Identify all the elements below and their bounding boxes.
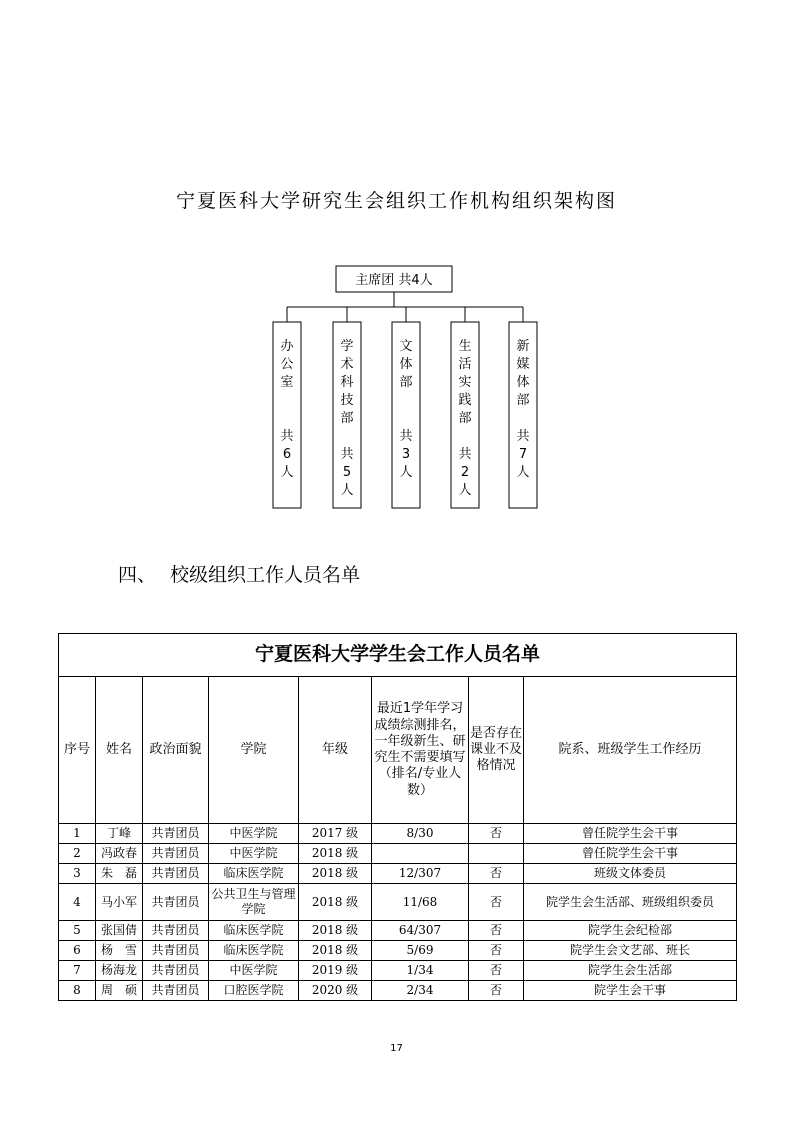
- cell-experience: 院学生会文艺部、班长: [524, 941, 737, 961]
- cell-college: 中医学院: [209, 824, 299, 844]
- cell-failed-courses: 否: [469, 884, 524, 921]
- section-number: 四、: [118, 564, 157, 586]
- table-header-row: [59, 677, 737, 824]
- cell-ranking: 11/68: [372, 884, 469, 921]
- cell-ranking: 1/34: [372, 961, 469, 981]
- table-row: [59, 824, 737, 844]
- section-heading: [118, 560, 360, 587]
- cell-name: 杨 雪: [96, 941, 143, 961]
- cell-index: 3: [59, 864, 96, 884]
- cell-experience: 院学生会生活部、班级组织委员: [524, 884, 737, 921]
- header-grade: 年级: [299, 677, 372, 824]
- cell-failed-courses: 否: [469, 941, 524, 961]
- header-failed-courses: 是否存在课业不及格情况: [469, 677, 524, 824]
- org-root-label: 主席团 共4人: [355, 273, 433, 288]
- cell-ranking: 64/307: [372, 921, 469, 941]
- org-department-count-char: 2: [460, 465, 470, 480]
- cell-political-status: 共青团员: [143, 844, 209, 864]
- cell-political-status: 共青团员: [143, 884, 209, 921]
- cell-experience: 曾任院学生会干事: [524, 824, 737, 844]
- cell-experience: 曾任院学生会干事: [524, 844, 737, 864]
- org-chart: [0, 0, 793, 560]
- org-department-count-char: 人: [516, 465, 530, 480]
- org-department-count-char: 7: [518, 447, 528, 462]
- cell-experience: 院学生会干事: [524, 981, 737, 1001]
- section-title: 校级组织工作人员名单: [170, 564, 361, 586]
- org-department-name-char: 部: [516, 393, 530, 408]
- header-ranking: 最近1学年学习成绩综测排名，一年级新生、研究生不需要填写（排名/专业人数）: [372, 677, 469, 824]
- table-row: [59, 884, 737, 921]
- cell-experience: 班级文体委员: [524, 864, 737, 884]
- cell-name: 杨海龙: [96, 961, 143, 981]
- org-department-name-char: 部: [458, 411, 472, 426]
- org-department-name-char: 术: [340, 357, 354, 372]
- org-department-count-char: 共: [458, 447, 472, 462]
- org-department-count-char: 3: [401, 447, 411, 462]
- org-department-name-char: 体: [399, 357, 413, 372]
- org-department-name-char: 公: [280, 357, 294, 372]
- cell-college: 临床医学院: [209, 864, 299, 884]
- cell-index: 4: [59, 884, 96, 921]
- cell-name: 周 硕: [96, 981, 143, 1001]
- org-chart-boxes: [273, 266, 537, 508]
- cell-political-status: 共青团员: [143, 981, 209, 1001]
- org-department-count-char: 共: [516, 429, 530, 444]
- header-experience: 院系、班级学生工作经历: [524, 677, 737, 824]
- org-department-name-char: 践: [458, 393, 472, 408]
- cell-political-status: 共青团员: [143, 941, 209, 961]
- org-department-name-char: 学: [340, 339, 354, 354]
- cell-index: 5: [59, 921, 96, 941]
- cell-failed-courses: 否: [469, 961, 524, 981]
- header-college: 学院: [209, 677, 299, 824]
- cell-college: 临床医学院: [209, 921, 299, 941]
- cell-failed-courses: 否: [469, 864, 524, 884]
- cell-ranking: 12/307: [372, 864, 469, 884]
- org-department-count-char: 人: [340, 483, 354, 498]
- org-department-name-char: 文: [399, 339, 413, 354]
- cell-college: 临床医学院: [209, 941, 299, 961]
- cell-grade: 2018 级: [299, 941, 372, 961]
- cell-grade: 2018 级: [299, 864, 372, 884]
- cell-index: 1: [59, 824, 96, 844]
- header-name: 姓名: [96, 677, 143, 824]
- org-department-name-char: 活: [458, 357, 472, 372]
- cell-political-status: 共青团员: [143, 921, 209, 941]
- cell-college: 口腔医学院: [209, 981, 299, 1001]
- org-department-count-char: 共: [280, 429, 294, 444]
- cell-index: 2: [59, 844, 96, 864]
- cell-ranking: 5/69: [372, 941, 469, 961]
- cell-name: 马小军: [96, 884, 143, 921]
- cell-name: 张国倩: [96, 921, 143, 941]
- document-title: 宁夏医科大学研究生会组织工作机构组织架构图: [175, 190, 617, 212]
- cell-failed-courses: [469, 844, 524, 864]
- cell-grade: 2017 级: [299, 824, 372, 844]
- cell-grade: 2020 级: [299, 981, 372, 1001]
- cell-experience: 院学生会纪检部: [524, 921, 737, 941]
- table-row: [59, 981, 737, 1001]
- org-chart-connectors: [287, 292, 523, 322]
- cell-grade: 2018 级: [299, 921, 372, 941]
- table-row: [59, 921, 737, 941]
- cell-grade: 2019 级: [299, 961, 372, 981]
- cell-ranking: 8/30: [372, 824, 469, 844]
- cell-political-status: 共青团员: [143, 864, 209, 884]
- cell-index: 8: [59, 981, 96, 1001]
- cell-failed-courses: 否: [469, 921, 524, 941]
- org-department-name-char: 体: [516, 375, 530, 390]
- cell-political-status: 共青团员: [143, 824, 209, 844]
- org-department-name-char: 实: [458, 375, 472, 390]
- page-number: 17: [390, 1043, 403, 1054]
- cell-index: 7: [59, 961, 96, 981]
- org-department-count-char: 共: [340, 447, 354, 462]
- cell-name: 丁峰: [96, 824, 143, 844]
- table-row: [59, 864, 737, 884]
- org-department-name-char: 部: [399, 375, 413, 390]
- cell-college: 中医学院: [209, 844, 299, 864]
- cell-experience: 院学生会生活部: [524, 961, 737, 981]
- cell-college: 公共卫生与管理学院: [209, 884, 299, 921]
- org-department-name-char: 技: [340, 393, 354, 408]
- cell-index: 6: [59, 941, 96, 961]
- org-department-name-char: 科: [340, 375, 354, 390]
- org-department-name-char: 新: [516, 339, 530, 354]
- cell-ranking: 2/34: [372, 981, 469, 1001]
- table-title: 宁夏医科大学学生会工作人员名单: [59, 634, 737, 677]
- table-row: [59, 961, 737, 981]
- org-department-name-char: 办: [280, 339, 294, 354]
- org-department-name-char: 生: [458, 339, 472, 354]
- org-department-count-char: 人: [280, 465, 294, 480]
- cell-failed-courses: 否: [469, 824, 524, 844]
- org-department-count-char: 人: [458, 483, 472, 498]
- cell-college: 中医学院: [209, 961, 299, 981]
- cell-grade: 2018 级: [299, 884, 372, 921]
- cell-ranking: [372, 844, 469, 864]
- cell-grade: 2018 级: [299, 844, 372, 864]
- org-department-count-char: 5: [342, 465, 352, 480]
- table-row: [59, 844, 737, 864]
- org-department-count-char: 共: [399, 429, 413, 444]
- org-department-name-char: 部: [340, 411, 354, 426]
- org-department-count-char: 人: [399, 465, 413, 480]
- cell-name: 朱 磊: [96, 864, 143, 884]
- cell-political-status: 共青团员: [143, 961, 209, 981]
- cell-name: 冯政春: [96, 844, 143, 864]
- cell-failed-courses: 否: [469, 981, 524, 1001]
- org-department-name-char: 室: [280, 375, 294, 390]
- header-political-status: 政治面貌: [143, 677, 209, 824]
- table-row: [59, 941, 737, 961]
- org-department-count-char: 6: [282, 447, 292, 462]
- org-department-name-char: 媒: [516, 357, 530, 372]
- staff-table: [58, 633, 737, 1001]
- header-index: 序号: [59, 677, 96, 824]
